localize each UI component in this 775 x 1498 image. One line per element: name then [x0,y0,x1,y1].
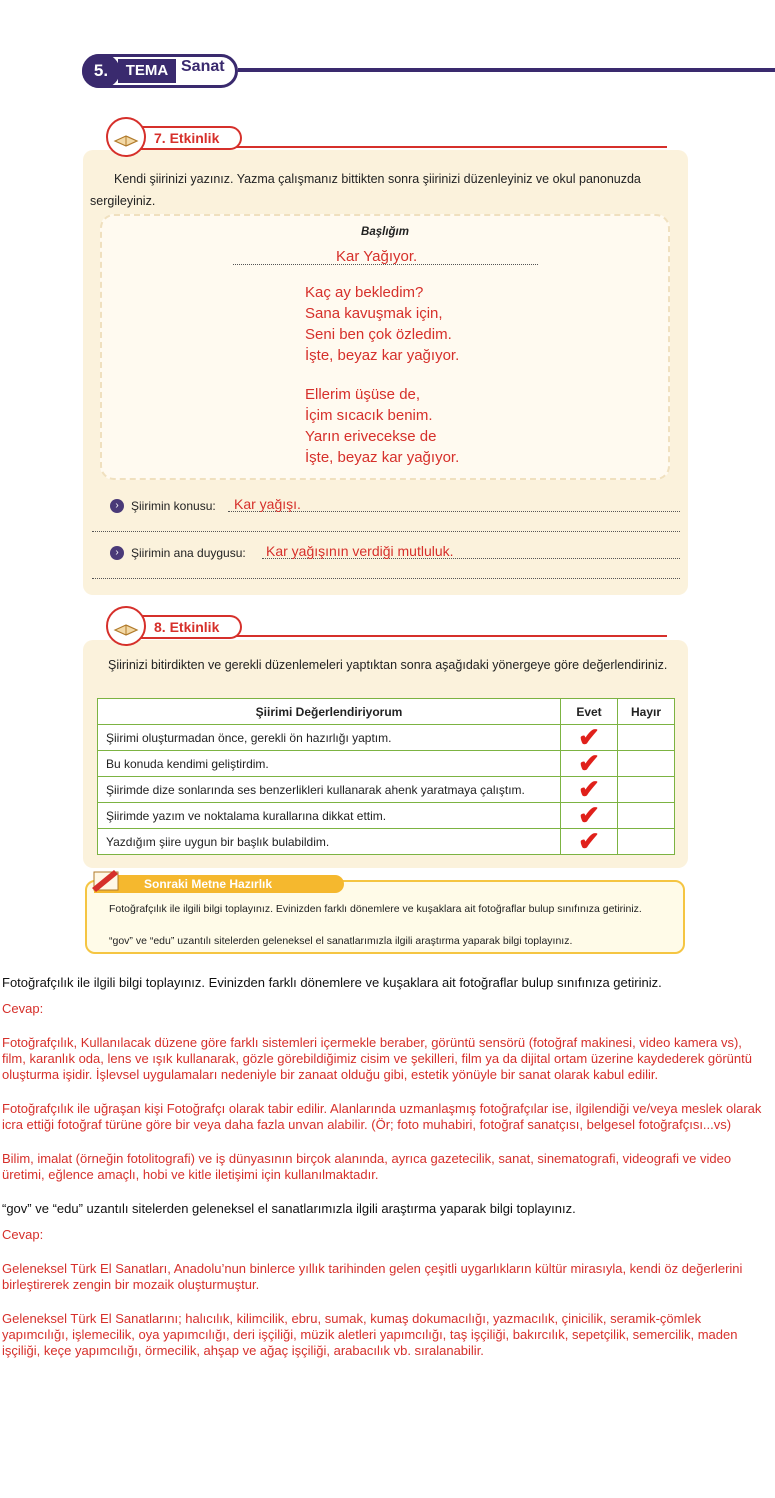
activity7-rule [235,146,667,148]
table-row [98,725,675,751]
table-cell-empty [618,803,675,829]
answer-1-paragraph-3: Bilim, imalat (örneğin fotolitografi) ve iş dünyasının birçok alanında, ayrıca gazetecilik, sanat, sinematografi, videografi ve video üretimi, eğlence amaçlı, hobi ve kitle iletişimi için kullanılmaktadır. [2,1151,732,1182]
prep-line-2: “gov” ve “edu” uzantılı sitelerden geleneksel el sanatlarımızla ilgili araştırma yaparak bilgi toplayınız. [109,935,573,947]
question-1: Fotoğrafçılık ile ilgili bilgi toplayınız. Evinizden farklı dönemlere ve kuşaklara ait fotoğraflar bulup sınıfınıza getiriniz. [2,975,662,990]
poem-line: Yarın erivecekse de [305,428,437,445]
table-row [98,829,675,855]
topic-answer: Kar yağışı. [234,496,301,512]
poem-line: Seni ben çok özledim. [305,326,452,343]
table-header: Hayır [618,699,675,725]
answer-2-paragraph-1: Geleneksel Türk El Sanatları, Anadolu’nun binlerce yıllık tarihinden gelen çeşitli uygarlıkların kültür mirasıyla, kendi öz değerlerini birleştirerek zengin bir mozaik oluşturmuştur. [2,1261,743,1292]
prep-title: Sonraki Metne Hazırlık [94,875,344,893]
check-icon: ✔ [561,829,618,855]
table-cell: Şiirimde yazım ve noktalama kurallarına dikkat ettim. [98,803,561,829]
theme-name: Sanat [181,58,225,75]
table-header-row [98,699,675,725]
poem-line: İşte, beyaz kar yağıyor. [305,449,460,466]
book-icon [106,117,146,157]
answer-1-paragraph-1: Fotoğrafçılık, Kullanılacak düzene göre farklı sistemleri içermekle beraber, görüntü sensörü (fotoğraf makinesi, video kamera vs), film, karanlık oda, lens ve ışık kullanarak, gözle görebildiğimiz cisim ve şekilleri, film ya da dijital ortam üzerine kaydederek görüntü oluşturma işidir. İşlevsel uygulamaları nedeniyle bir zanaat olduğu gibi, estetik yönüyle bir sanat olarak kabul edilir. [2,1035,752,1082]
evaluation-table [97,698,675,855]
activity8-title: 8. Etkinlik [140,615,242,639]
table-cell-empty [618,725,675,751]
chevron-right-icon: › [110,499,124,513]
poem-line: Kaç ay bekledim? [305,284,424,301]
table-cell: Şiirimde dize sonlarında ses benzerlikleri kullanarak ahenk yaratmaya çalıştım. [98,777,561,803]
check-icon: ✔ [561,803,618,829]
table-cell: Yazdığım şiire uygun bir başlık bulabildim. [98,829,561,855]
feeling-line-2 [92,578,680,579]
table-cell-empty [618,829,675,855]
heading-label: Başlığım [361,226,409,238]
table-cell: Şiirimi oluşturmadan önce, gerekli ön hazırlığı yaptım. [98,725,561,751]
poem-line: Ellerim üşüse de, [305,386,421,403]
table-row [98,751,675,777]
answers-section [2,975,766,1359]
activity7-instruction: Kendi şiirinizi yazınız. Yazma çalışmanız bittikten sonra şiirinizi düzenleyiniz ve okul panonuzda sergileyiniz. [90,172,641,208]
poem-line: Sana kavuşmak için, [305,305,443,322]
poem-line: İşte, beyaz kar yağıyor. [305,347,460,364]
feeling-label: Şiirimin ana duygusu: [131,546,246,560]
poem-stanza-1 [305,282,459,366]
table-cell-empty [618,751,675,777]
answer-1-paragraph-2: Fotoğrafçılık ile uğraşan kişi Fotoğrafçı olarak tabir edilir. Alanlarında uzmanlaşmış fotoğrafçılar ise, ilgilendiği ve/veya meslek olarak icra ettiği fotoğraf türüne göre bir veya daha fazla unvan alabilir. (Ör; foto muhabiri, fotoğraf sanatçısı, belgesel fotoğrafçısı...vs) [2,1101,762,1132]
book-icon [106,606,146,646]
activity7-title: 7. Etkinlik [140,126,242,150]
unit-number: 5. [82,54,120,88]
table-header: Evet [561,699,618,725]
header-rule [238,68,775,72]
pencil-icon [88,866,124,894]
answer-label: Cevap: [2,1227,44,1242]
activity8-rule [235,635,667,637]
table-cell: Bu konuda kendimi geliştirdim. [98,751,561,777]
question-2: “gov” ve “edu” uzantılı sitelerden geleneksel el sanatlarımızla ilgili araştırma yaparak bilgi toplayınız. [2,1201,576,1216]
feeling-answer: Kar yağışının verdiği mutluluk. [266,543,454,559]
tema-label: TEMA [118,59,176,83]
answer-2-paragraph-2: Geleneksel Türk El Sanatlarını; halıcılık, kilimcilik, ebru, sumak, kumaş dokumacılığı, yazmacılık, çinicilik, seramik-çömlek yapımcılığı, işlemecilik, oya yapımcılığı, deri işçiliği, müzik aletleri yapımcılığı, taş işçiliği, bakırcılık, sepetçilik, semercilik, maden işçiliği, keçe yapımcılığı, örmecilik, ahşap ve ağaç işçiliği, arabacılık vb. sıralanabilir. [2,1311,738,1358]
chevron-right-icon: › [110,546,124,560]
check-icon: ✔ [561,777,618,803]
topic-line-2 [92,531,680,532]
answer-label: Cevap: [2,1001,44,1016]
table-row [98,803,675,829]
poem-title: Kar Yağıyor. [336,248,418,265]
check-icon: ✔ [561,725,618,751]
check-icon: ✔ [561,751,618,777]
activity8-instruction: Şiirinizi bitirdikten ve gerekli düzenlemeleri yaptıktan sonra aşağıdaki yönergeye göre değerlendiriniz. [108,658,668,672]
table-row [98,777,675,803]
table-cell-empty [618,777,675,803]
poem-stanza-2 [305,384,459,468]
prep-line-1: Fotoğrafçılık ile ilgili bilgi toplayınız. Evinizden farklı dönemlere ve kuşaklara ait fotoğraflar bulup sınıfınıza getiriniz. [109,903,642,915]
topic-label: Şiirimin konusu: [131,499,216,513]
poem-line: İçim sıcacık benim. [305,407,433,424]
table-header: Şiirimi Değerlendiriyorum [98,699,561,725]
